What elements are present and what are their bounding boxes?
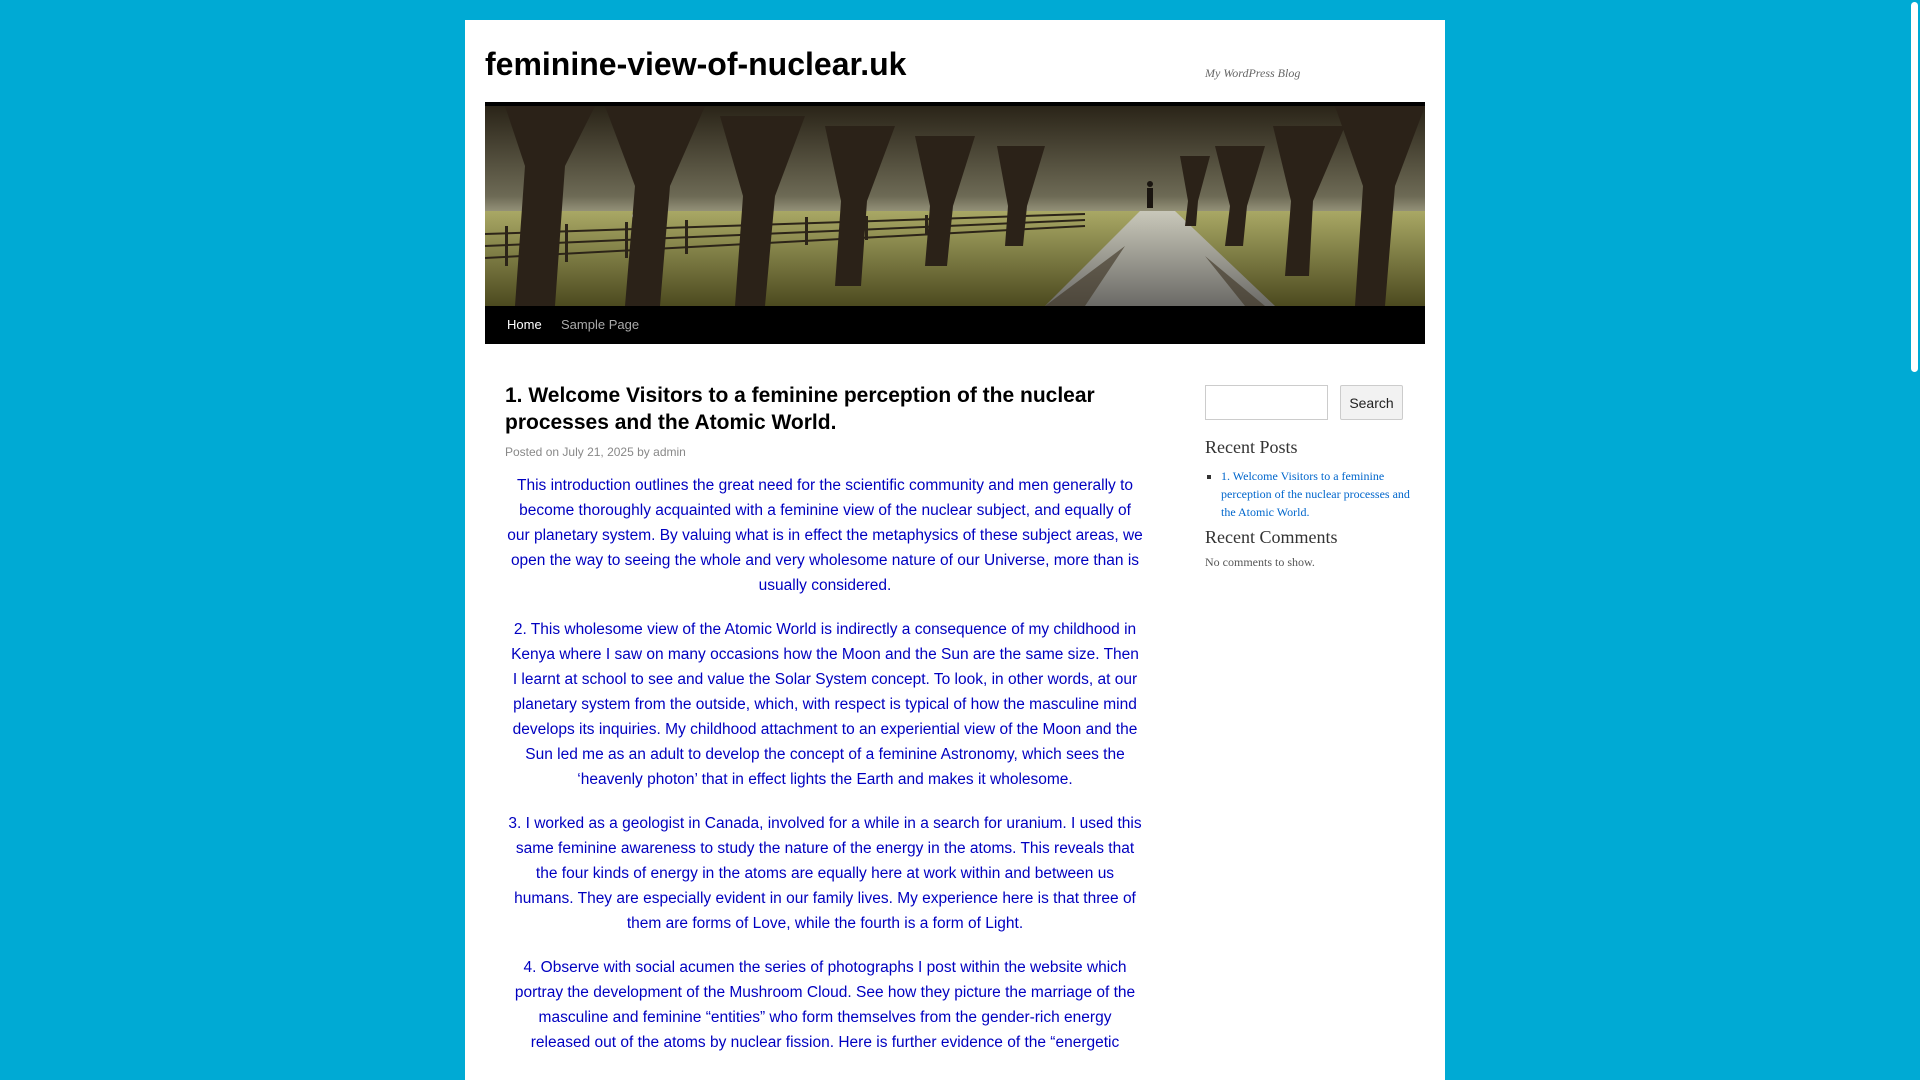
by-label: by — [637, 445, 650, 459]
recent-posts-list — [1205, 467, 1426, 521]
page-scrollbar[interactable] — [1908, 0, 1920, 1080]
no-comments-text: No comments to show. — [1205, 555, 1315, 569]
search-input[interactable] — [1205, 385, 1328, 420]
recent-post-item — [1221, 467, 1426, 521]
post-body — [505, 473, 1145, 1055]
recent-post-link[interactable]: 1. Welcome Visitors to a feminine perception of the nuclear processes and the Atomic World. — [1221, 469, 1410, 519]
post-paragraph: 4. Observe with social acumen the series of photographs I post within the website which portray the development of the Mushroom Cloud. See how they picture the marriage of the masculine and feminine “entities” who form themselves from the gender-rich energy released out of the atoms by nuclear fission. Here is further evidence of the “energetic — [514, 959, 1136, 1051]
recent-posts-heading: Recent Posts — [1205, 437, 1298, 457]
site-description: My WordPress Blog — [1205, 66, 1301, 80]
post-content-area — [505, 382, 1145, 1055]
post-paragraph: 2. This wholesome view of the Atomic World is indirectly a consequence of my childhood in Kenya where I saw on many occasions how the Moon and the Sun are the same size. Then I learnt at school to see and value the Solar System concept. To look, in other words, at our planetary system from the outside, which, with respect is typical of how the masculine mind develops its inquiries. My childhood attachment to an experiential view of the Moon and the Sun led me as an adult to develop the concept of a feminine Astronomy, which sees the ‘heavenly photon’ that in effect lights the Earth and makes it wholesome. — [511, 621, 1139, 788]
scrollbar-thumb[interactable] — [1911, 2, 1918, 372]
post-paragraph: This introduction outlines the great need for the scientific community and men generally to become thoroughly acquainted with a feminine view of the nuclear subject, and equally of our planetary system. By valuing what is in effect the metaphysics of these subject areas, we open the way to seeing the whole and very wholesome nature of our Universe, more than is usually considered. — [507, 477, 1143, 594]
nav-item-home[interactable]: Home — [507, 317, 542, 332]
header-banner-image — [485, 106, 1425, 306]
nav-item-sample-page[interactable]: Sample Page — [561, 317, 640, 332]
post-date-link[interactable]: July 21, 2025 — [562, 445, 634, 459]
recent-comments-heading: Recent Comments — [1205, 527, 1338, 547]
post-meta — [505, 445, 1145, 459]
posted-on-label: Posted on — [505, 445, 560, 459]
site-title[interactable]: feminine-view-of-nuclear.uk — [485, 46, 907, 82]
main-navigation — [485, 306, 1425, 344]
search-button[interactable]: Search — [1340, 385, 1403, 420]
post-author-link[interactable]: admin — [653, 445, 686, 459]
page-wrapper — [465, 20, 1445, 1080]
post-title[interactable]: 1. Welcome Visitors to a feminine perception of the nuclear processes and the Atomic World. — [505, 384, 1095, 434]
post-paragraph: 3. I worked as a geologist in Canada, involved for a while in a search for uranium. I used this same feminine awareness to study the nature of the energy in the atoms. This reveals that the four kinds of energy in the atoms are equally here at work within and between us humans. They are especially evident in our family lives. My experience here is that three of them are forms of Love, while the fourth is a form of Light. — [508, 815, 1142, 932]
